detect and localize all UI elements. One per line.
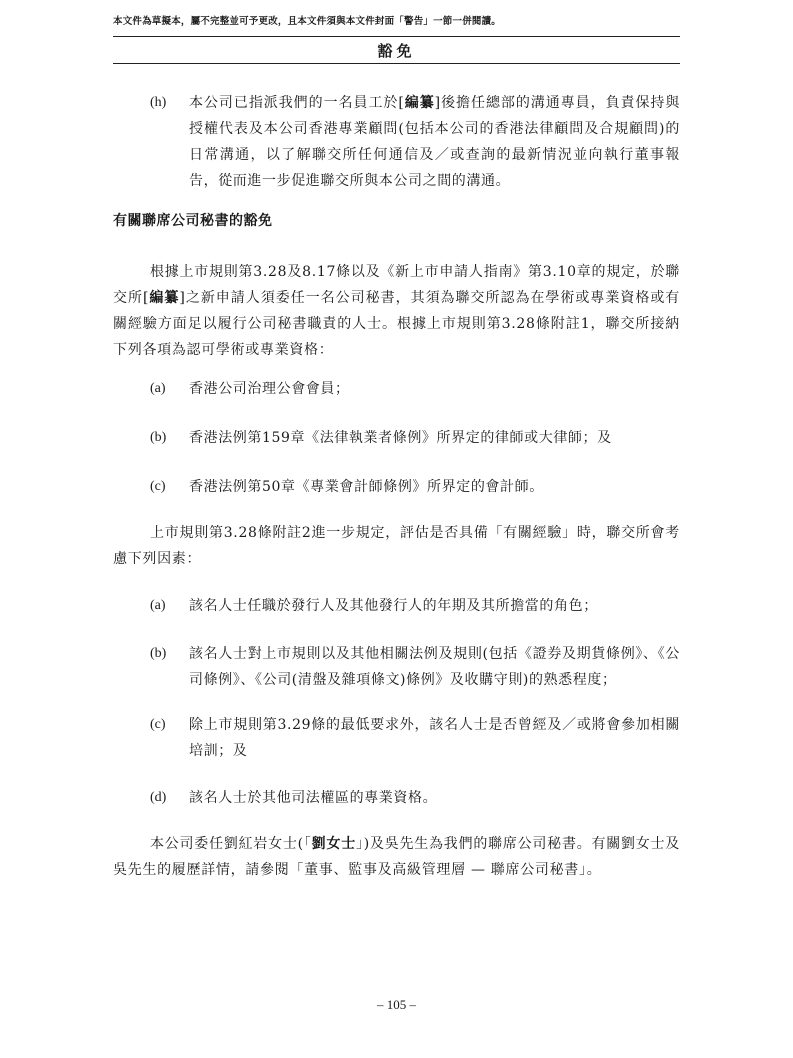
item-text: 香港公司治理公會會員； (189, 381, 350, 397)
item-label: (a) (150, 598, 166, 613)
list-item-h (113, 90, 680, 194)
factor-item (113, 593, 680, 619)
secretary-heading: 有關聯席公司秘書的豁免 (113, 213, 273, 229)
item-label: (b) (150, 430, 167, 445)
item-text: 該名人士對上市規則以及其他相關法例及規則(包括《證券及期貨條例》、《公司條例》、《公司(清盤及雜項條文)條例》及收購守則)的熟悉程度； (189, 646, 680, 688)
factor-item (113, 641, 680, 693)
paragraph-listing-rules: 根據上市規則第3.28及8.17條以及《新上市申請人指南》第3.10章的規定，於聯交所[編纂]之新申請人須委任一名公司秘書，其須為聯交所認為在學術或專業資格或有關經驗方面足以履行公司秘書職責的人士。根據上市規則第3.28條附註1，聯交所接納下列各項為認可學術或專業資格： (113, 264, 680, 358)
item-label: (d) (150, 790, 167, 805)
item-label: (a) (150, 381, 166, 396)
section-title: 豁免 (377, 42, 416, 60)
qualification-item (113, 425, 680, 451)
item-text: 本公司已指派我們的一名員工於[編纂]後擔任總部的溝通專員，負責保持與授權代表及本公司香港專業顧問(包括本公司的香港法律顧問及合規顧問)的日常溝通，以了解聯交所任何通信及／或查詢的最新情況並向執行董事報告，從而進一步促進聯交所與本公司之間的溝通。 (189, 95, 680, 189)
item-label: (h) (150, 95, 167, 110)
header-rule-bottom (113, 63, 680, 64)
header-rule-top (113, 36, 680, 37)
qualification-item (113, 376, 680, 402)
defined-term: 劉女士 (311, 836, 356, 852)
factor-item (113, 785, 680, 811)
redacted-text: 編纂 (404, 95, 435, 111)
item-label: (b) (150, 646, 167, 661)
factor-item (113, 712, 680, 764)
item-text: 該名人士任職於發行人及其他發行人的年期及其所擔當的角色； (189, 598, 598, 614)
item-text: 香港法例第159章《法律執業者條例》所界定的律師或大律師；及 (189, 430, 612, 446)
page-number: – 105 – (377, 997, 416, 1012)
item-text: 除上市規則第3.29條的最低要求外，該名人士是否曾經及／或將會參加相關培訓；及 (189, 717, 680, 759)
redacted-text: 編纂 (149, 290, 180, 306)
item-label: (c) (150, 717, 166, 732)
paragraph-joint-secretaries: 本公司委任劉紅岩女士(「劉女士」)及吳先生為我們的聯席公司秘書。有關劉女士及吳先生的履歷詳情，請參閱「董事、監事及高級管理層 — 聯席公司秘書」。 (113, 836, 681, 878)
qualification-item (113, 474, 680, 500)
item-label: (c) (150, 479, 166, 494)
draft-disclaimer: 本文件為草擬本，屬不完整並可予更改，且本文件須與本文件封面「警告」一節一併閱讀。 (113, 16, 502, 27)
item-text: 該名人士於其他司法權區的專業資格。 (189, 790, 438, 806)
item-text: 香港法例第50章《專業會計師條例》所界定的會計師。 (189, 479, 544, 495)
paragraph-relevant-experience: 上市規則第3.28條附註2進一步規定，評估是否具備「有關經驗」時，聯交所會考慮下列因素： (113, 525, 680, 567)
